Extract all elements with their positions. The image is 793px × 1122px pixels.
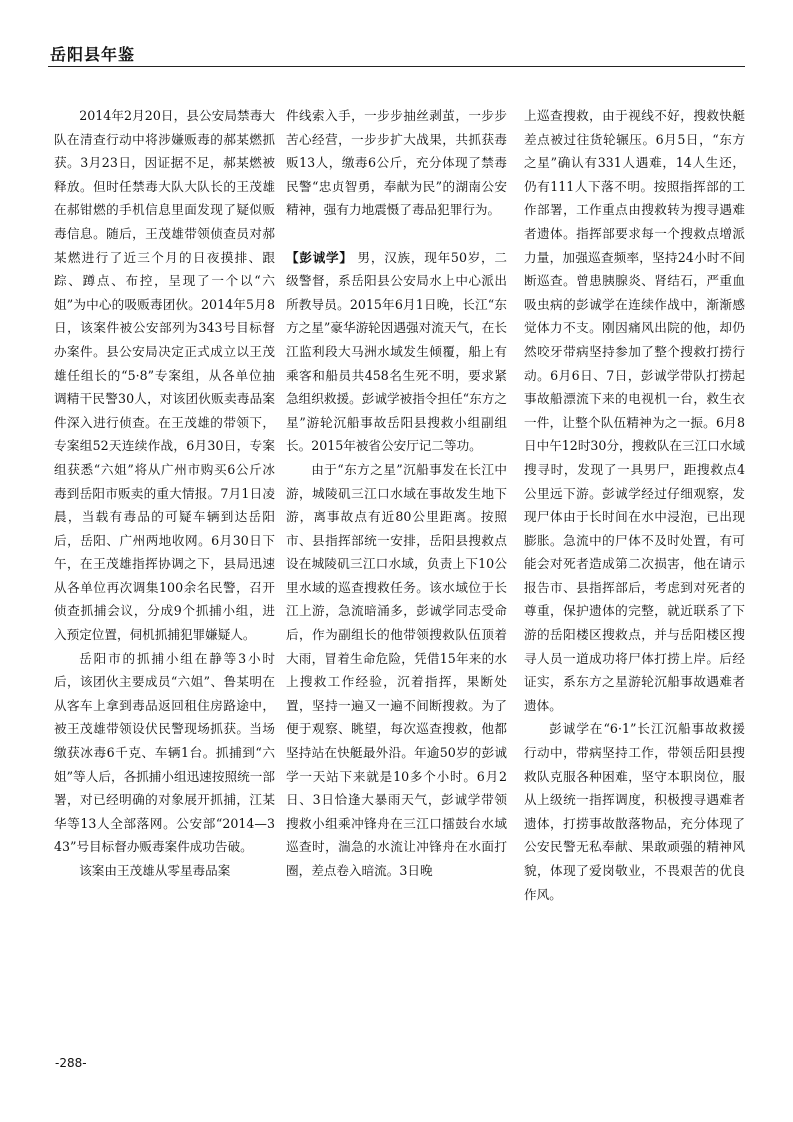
text-column-3	[524, 104, 745, 906]
paragraph-continued: 件线索入手，一步步抽丝剥茧，一步步苦心经营，一步步扩大战果，共抓获毒贩13人，缴毒6公斤，充分体现了禁毒民警“忠贞智勇，奉献为民”的湖南公安精神，强有力地震慑了毒品犯罪行为。	[286, 108, 507, 218]
text-column-2	[286, 104, 507, 883]
paragraph-continued: 上巡查搜救，由于视线不好，搜救快艇差点被过往货轮辗压。6月5日，“东方之星”确认有331人遇难，14人生还，仍有111人下落不明。按照指挥部的工作部署，工作重点由搜救转为搜寻遇难者遗体。指挥部要求每一个搜救点增派力量，加强巡查频率，坚持24小时不间断巡查。曾患胰腺炎、肾结石，严重血吸虫病的彭诚学在连续作战中，渐渐感觉体力不支。刚因痛风出院的他，却仍然咬牙带病坚持参加了整个搜救打捞行动。6月6日、7日，彭诚学带队打捞起事故船漂流下来的电视机一台，救生衣一件，让整个队伍精神为之一振。6月8日中午12时30分，搜救队在三江口水域搜寻时，发现了一具男尸，距搜救点4公里远下游。彭诚学经过仔细观察，发现尸体由于长时间在水中浸泡，已出现膨胀。急流中的尸体不及时处置，有可能会对死者造成第二次损害，他在请示报告市、县指挥部后，考虑到对死者的尊重，保护遗体的完整，就近联系了下游的岳阳楼区搜救点，并与岳阳楼区搜寻人员一道成功将尸体打捞上岸。后经证实，系东方之星游轮沉船事故遇难者遗体。	[524, 108, 745, 713]
page-number: -288-	[55, 1056, 87, 1070]
entry-text: 男，汉族，现年50岁，二级警督，系岳阳县公安局水上中心派出所教导员。2015年6月1日晚，长江“东方之星”豪华游轮因遇强对流天气，在长江监利段大马洲水域发生倾覆，船上有乘客和船员共458名生死不明，要求紧急组织救援。彭诚学被指令担任“东方之星”游轮沉船事故岳阳县搜救小组副组长。2015年被省公安厅记二等功。	[286, 249, 507, 454]
paragraph: 2014年2月20日，县公安局禁毒大队在清查行动中将涉嫌贩毒的郝某燃抓获。3月23日，因证据不足，郝某燃被释放。但时任禁毒大队大队长的王茂雄在郝钳燃的手机信息里面发现了疑似贩毒信息。随后，王茂雄带领侦查员对郝某燃进行了近三个月的日夜摸排、跟踪、蹲点、布控，呈现了一个以“六姐”为中心的吸贩毒团伙。2014年5月8日，该案件被公安部列为343号目标督办案件。县公安局决定正式成立以王茂雄任组长的“5·8”专案组，从各单位抽调精干民警30人，对该团伙贩卖毒品案件深入进行侦查。在王茂雄的带领下，专案组52天连续作战，6月30日，专案组获悉“六姐”将从广州市购买6公斤冰毒到岳阳市贩卖的重大情报。7月1日凌晨，当载有毒品的可疑车辆到达岳阳后，岳阳、广州两地收网。6月30日下午，在王茂雄指挥协调之下，县局迅速从各单位再次调集100余名民警，召开侦查抓捕会议，分成9个抓捕小组，进入预定位置，伺机抓捕犯罪嫌疑人。	[54, 108, 275, 643]
header-rule	[48, 66, 745, 67]
paragraph: 岳阳市的抓捕小组在静等3小时后，该团伙主要成员“六姐”、鲁某明在从客车上拿到毒品返回租住房路途中，被王茂雄带领设伏民警现场抓获。当场缴获冰毒6千克、车辆1台。抓捕到“六姐”等人后，各抓捕小组迅速按照统一部署，对已经明确的对象展开抓捕，江某华等13人全部落网。公安部“2014—343”号目标督办贩毒案件成功告破。	[54, 650, 275, 855]
paragraph: 由于“东方之星”沉船事发在长江中游，城陵矶三江口水域在事故发生地下游，离事故点有近80公里距离。按照市、县指挥部统一安排，岳阳县搜救点设在城陵矶三江口水域，负责上下10公里水域的巡查搜救任务。该水域位于长江上游，急流暗涌多，彭诚学同志受命后，作为副组长的他带领搜救队伍顶着大雨，冒着生命危险，凭借15年来的水上搜救工作经验，沉着指挥，果断处置，坚持一遍又一遍不间断搜救。为了便于观察、眺望，每次巡查搜救，他都坚持站在快艇最外沿。年逾50岁的彭诚学一天站下来就是10多个小时。6月2日、3日恰逢大暴雨天气，彭诚学带领搜救小组乘冲锋舟在三江口擂鼓台水域巡查时，湍急的水流让冲锋舟在水面打圈，差点卷入暗流。3日晚	[286, 461, 507, 878]
paragraph: 该案由王茂雄从零星毒品案	[79, 863, 231, 878]
entry-name: 【彭诚学】	[286, 249, 353, 265]
paragraph: 彭诚学在“6·1”长江沉船事故救援行动中，带病坚持工作，带领岳阳县搜救队克服各种困难，坚守本职岗位，服从上级统一指挥调度，积极搜寻遇难者遗体，打捞事故散落物品，充分体现了公安民警无私奉献、果敢顽强的精神风貌，体现了爱岗敬业，不畏艰苦的优良作风。	[524, 721, 745, 902]
biography-entry	[286, 246, 507, 458]
running-head-title: 岳阳县年鉴	[50, 45, 136, 64]
text-column-1	[54, 104, 275, 883]
